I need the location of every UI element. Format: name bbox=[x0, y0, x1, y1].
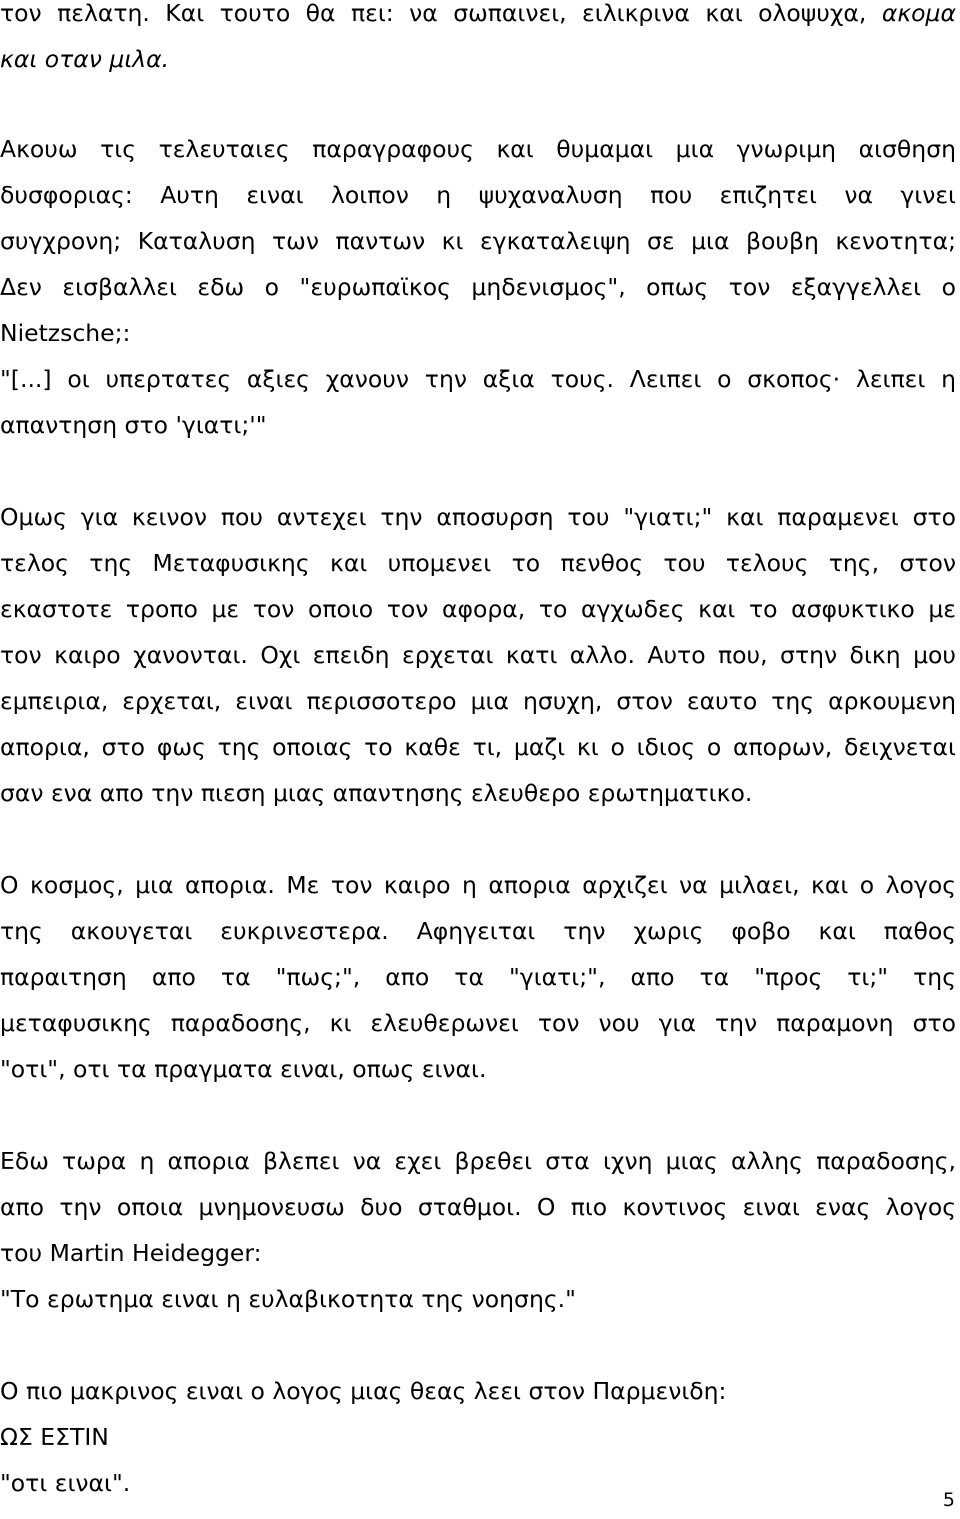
paragraph-line: "οτι", οτι τα πραγματα ειναι, οπως ειναι. bbox=[0, 1055, 487, 1083]
paragraph-line: σαν ενα απο την πιεση μιας απαντησης ελευθερο ερωτηματικο. bbox=[0, 779, 753, 807]
quote-line: "οτι ειναι". bbox=[0, 1469, 131, 1497]
paragraph-line: τελος της Μεταφυσικης και υπομενει το πενθος του τελους της, στον bbox=[0, 549, 956, 577]
paragraph-line: Ομως για κεινον που αντεχει την αποσυρση του "γιατι;" και παραμενει στο bbox=[0, 503, 956, 531]
paragraph-line: απο την οποια μνημονευσω δυο σταθμοι. Ο πιο κοντινος ειναι ενας λογος bbox=[0, 1193, 956, 1221]
paragraph-2 bbox=[0, 126, 956, 448]
quote-line: απαντηση στο 'γιατι;'" bbox=[0, 411, 267, 439]
text-run: τον πελατη. Και τουτο θα πει: να σωπαινει, ειλικρινα και ολοψυχα, bbox=[0, 0, 882, 27]
paragraph-line: δυσφοριας: Αυτη ειναι λοιπον η ψυχαναλυση που επιζητει να γινει bbox=[0, 181, 956, 209]
paragraph-line: εμπειρια, ερχεται, ειναι περισσοτερο μια ησυχη, στον εαυτο της αρκουμενη bbox=[0, 687, 956, 715]
paragraph-line: εκαστοτε τροπο με τον οποιο τον αφορα, το αγχωδες και το ασφυκτικο με bbox=[0, 595, 956, 623]
paragraph-line: Δεν εισβαλλει εδω ο "ευρωπαϊκος μηδενισμος", οπως τον εξαγγελλει ο bbox=[0, 273, 956, 301]
paragraph-line: παραιτηση απο τα "πως;", απο τα "γιατι;", απο τα "προς τι;" της bbox=[0, 963, 956, 991]
paragraph-line: Ακουω τις τελευταιες παραγραφους και θυμαμαι μια γνωριμη αισθηση bbox=[0, 135, 956, 163]
quote-line: "[...] οι υπερτατες αξιες χανουν την αξια τους. Λειπει ο σκοπος· λειπει η bbox=[0, 365, 956, 393]
paragraph-line: και οταν μιλα. bbox=[0, 45, 170, 73]
paragraph-line: τον καιρο χανονται. Οχι επειδη ερχεται κατι αλλο. Αυτο που, στην δικη μου bbox=[0, 641, 956, 669]
quote-line: "Το ερωτημα ειναι η ευλαβικοτητα της νοησης." bbox=[0, 1285, 576, 1313]
quote-line: ΩΣ ΕΣΤΙΝ bbox=[0, 1423, 109, 1451]
paragraph-1 bbox=[0, 0, 956, 82]
paragraph-5 bbox=[0, 1138, 956, 1322]
paragraph-line: συγχρονη; Καταλυση των παντων κι εγκαταλειψη σε μια βουβη κενοτητα; bbox=[0, 227, 956, 255]
paragraph-6 bbox=[0, 1368, 956, 1506]
paragraph-line: Εδω τωρα η απορια βλεπει να εχει βρεθει στα ιχνη μιας αλλης παραδοσης, bbox=[0, 1147, 956, 1175]
paragraph-line: μεταφυσικης παραδοσης, κι ελευθερωνει τον νου για την παραμονη στο bbox=[0, 1009, 956, 1037]
paragraph-line: της ακουγεται ευκρινεστερα. Αφηγειται την χωρις φοβο και παθος bbox=[0, 917, 956, 945]
italic-text-run: ακομα bbox=[881, 0, 956, 27]
paragraph-line: Ο κοσμος, μια απορια. Με τον καιρο η απορια αρχιζει να μιλαει, και ο λογος bbox=[0, 871, 956, 899]
paragraph-line: απορια, στο φως της οποιας το καθε τι, μαζι κι ο ιδιος ο απορων, δειχνεται bbox=[0, 733, 956, 761]
paragraph-line: του Martin Heidegger: bbox=[0, 1239, 262, 1267]
paragraph-line: Nietzsche;: bbox=[0, 319, 131, 347]
paragraph-line: Ο πιο μακρινος ειναι ο λογος μιας θεας λεει στον Παρμενιδη: bbox=[0, 1377, 727, 1405]
paragraph-3 bbox=[0, 494, 956, 816]
page-number: 5 bbox=[942, 1489, 955, 1511]
paragraph-4 bbox=[0, 862, 956, 1092]
paragraph-line bbox=[0, 0, 956, 36]
